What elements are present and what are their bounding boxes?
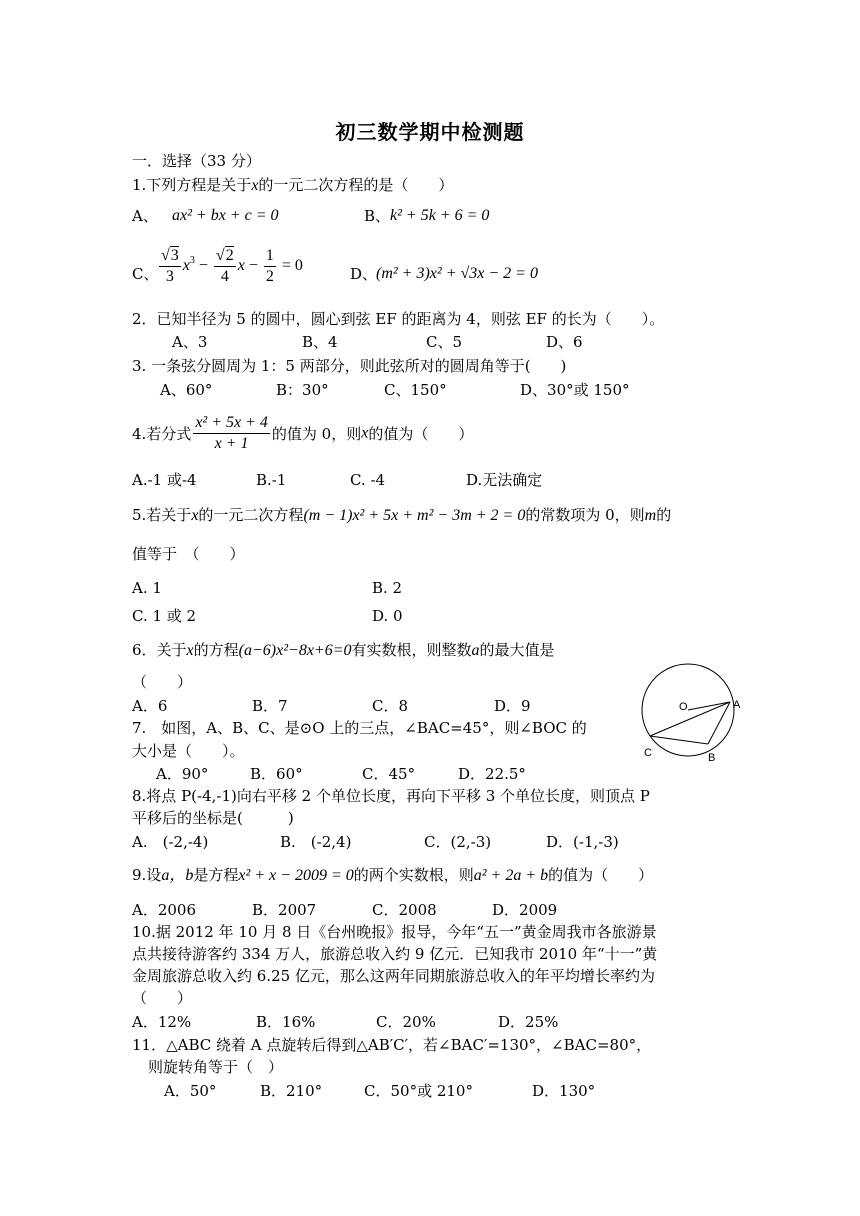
- question-10-option-d: D．25%: [498, 1013, 559, 1031]
- question-6-stem-line2: （ ）: [132, 673, 193, 691]
- question-6-stem: 6．关于x的方程(a−6)x²−8x+6=0有实数根，则整数a的最大值是: [132, 641, 555, 659]
- question-2-option-c: C、5: [426, 333, 463, 351]
- question-8-option-c: C．(2,-3): [424, 833, 492, 851]
- question-10-stem-line1: 10.据 2012 年 10 月 8 日《台州晚报》报导，今年“五一”黄金周我市各旅游景: [132, 923, 657, 941]
- question-7-stem: 7. 如图，A、B、C、是⊙O 上的三点，∠BAC=45°，则∠BOC 的: [132, 719, 587, 737]
- question-3-option-b: B：30°: [276, 381, 329, 399]
- question-5-stem: 5.若关于x的一元二次方程(m − 1)x² + 5x + m² − 3m + 2 = 0的常数项为 0，则m的: [132, 506, 672, 524]
- question-5-option-a: A. 1: [132, 579, 162, 597]
- question-1-option-a: A、: [132, 207, 158, 225]
- figure-chord-cb: [650, 736, 708, 744]
- question-9-option-a: A．2006: [132, 901, 197, 919]
- question-1-option-b: B、: [364, 207, 391, 225]
- question-5-option-c: C. 1 或 2: [132, 607, 197, 625]
- question-11-option-b: B．210°: [260, 1082, 323, 1100]
- figure-label-o: O: [679, 701, 688, 713]
- question-7-stem-line2: 大小是（ ）。: [132, 742, 245, 760]
- question-11-stem-line2: 则旋转角等于（ ）: [148, 1058, 284, 1076]
- question-1-option-d-expr: (m² + 3)x² + √3x − 2 = 0: [376, 265, 538, 282]
- question-9-stem: 9.设a，b是方程x² + x − 2009 = 0的两个实数根，则a² + 2a + b的值为（ ）: [132, 866, 654, 884]
- question-2-option-b: B、4: [302, 333, 338, 351]
- question-1-option-a-expr: ax² + bx + c = 0: [172, 207, 279, 224]
- question-1-stem: 1.下列方程是关于x的一元二次方程的是（ ）: [132, 176, 454, 194]
- question-3-stem: 3. 一条弦分圆周为 1：5 两部分，则此弦所对的圆周角等于( ): [132, 357, 567, 375]
- question-8-stem: 8.将点 P(-4,-1)向右平移 2 个单位长度，再向下平移 3 个单位长度，则顶点 P: [132, 787, 650, 805]
- question-9-option-d: D．2009: [492, 901, 558, 919]
- question-5-option-d: D. 0: [372, 607, 403, 625]
- question-7-option-b: B．60°: [250, 765, 303, 783]
- question-3-option-a: A、60°: [160, 381, 213, 399]
- question-11-stem: 11．△ABC 绕着 A 点旋转后得到△AB′C′，若∠BAC′=130°，∠BAC=80°，: [132, 1036, 652, 1054]
- page-title: 初三数学期中检测题: [335, 120, 525, 144]
- question-1-option-d: D、: [350, 265, 378, 283]
- question-4-option-a: A.-1 或-4: [132, 471, 197, 489]
- question-4-option-c: C. -4: [350, 471, 386, 489]
- question-11-option-d: D．130°: [532, 1082, 596, 1100]
- question-7-option-c: C．45°: [362, 765, 416, 783]
- figure-chord-ca: [650, 702, 730, 736]
- question-1-option-c-expr: $\frac{√3}{3}$ $x^3$ − $\frac{√2}{4}$ x − $\frac{1}{2}$ = 0: [161, 247, 303, 285]
- question-8-option-a: A. (-2,-4): [132, 833, 209, 851]
- question-10-option-a: A．12%: [132, 1013, 192, 1031]
- circle-figure: [630, 660, 750, 770]
- question-9-option-b: B．2007: [252, 901, 317, 919]
- question-10-option-c: C．20%: [376, 1013, 436, 1031]
- question-4-stem: 4.若分式 $\frac{\text{x² + 5x + 4}}{x + 1}$ 的值为 0，则x的值为（ ）: [132, 414, 474, 452]
- question-11-option-a: A．50°: [164, 1082, 217, 1100]
- question-6-option-d: D．9: [494, 697, 531, 715]
- figure-label-c: C: [644, 747, 652, 759]
- question-3-option-d: D、30°或 150°: [520, 381, 630, 399]
- question-4-option-d: D.无法确定: [466, 471, 543, 489]
- question-5-stem-line2: 值等于 （ ）: [132, 545, 245, 563]
- question-2-option-a: A、3: [172, 333, 208, 351]
- question-7-option-d: D．22.5°: [458, 765, 526, 783]
- question-3-option-c: C、150°: [384, 381, 447, 399]
- question-11-option-c: C．50°或 210°: [364, 1082, 473, 1100]
- question-6-option-c: C．8: [372, 697, 409, 715]
- question-8-option-b: B. (-2,4): [280, 833, 352, 851]
- section-heading: 一．选择（33 分）: [132, 152, 261, 170]
- question-1-option-b-expr: k² + 5k + 6 = 0: [390, 207, 490, 224]
- figure-radius-oa: [688, 702, 730, 710]
- question-5-option-b: B. 2: [372, 579, 403, 597]
- question-10-stem-line4: （ ）: [132, 989, 193, 1007]
- question-7-option-a: A．90°: [156, 765, 209, 783]
- question-6-option-a: A．6: [132, 697, 168, 715]
- question-10-stem-line2: 点共接待游客约 334 万人，旅游总收入约 9 亿元．已知我市 2010 年“十一”黄: [132, 945, 658, 963]
- question-2-stem: 2．已知半径为 5 的圆中，圆心到弦 EF 的距离为 4，则弦 EF 的长为（ ）。: [132, 310, 665, 328]
- figure-chord-ab: [708, 702, 730, 744]
- question-9-option-c: C．2008: [372, 901, 437, 919]
- question-2-option-d: D、6: [546, 333, 583, 351]
- figure-label-b: B: [708, 752, 716, 764]
- question-10-stem-line3: 金周旅游总收入约 6.25 亿元，那么这两年同期旅游总收入的年平均增长率约为: [132, 967, 655, 985]
- question-6-option-b: B．7: [252, 697, 288, 715]
- question-4-option-b: B.-1: [256, 471, 287, 489]
- question-8-stem-line2: 平移后的坐标是( ): [132, 809, 294, 827]
- figure-label-a: A: [733, 699, 741, 711]
- question-10-option-b: B．16%: [256, 1013, 316, 1031]
- question-1-option-c: C、: [132, 265, 159, 283]
- question-8-option-d: D．(-1,-3): [546, 833, 619, 851]
